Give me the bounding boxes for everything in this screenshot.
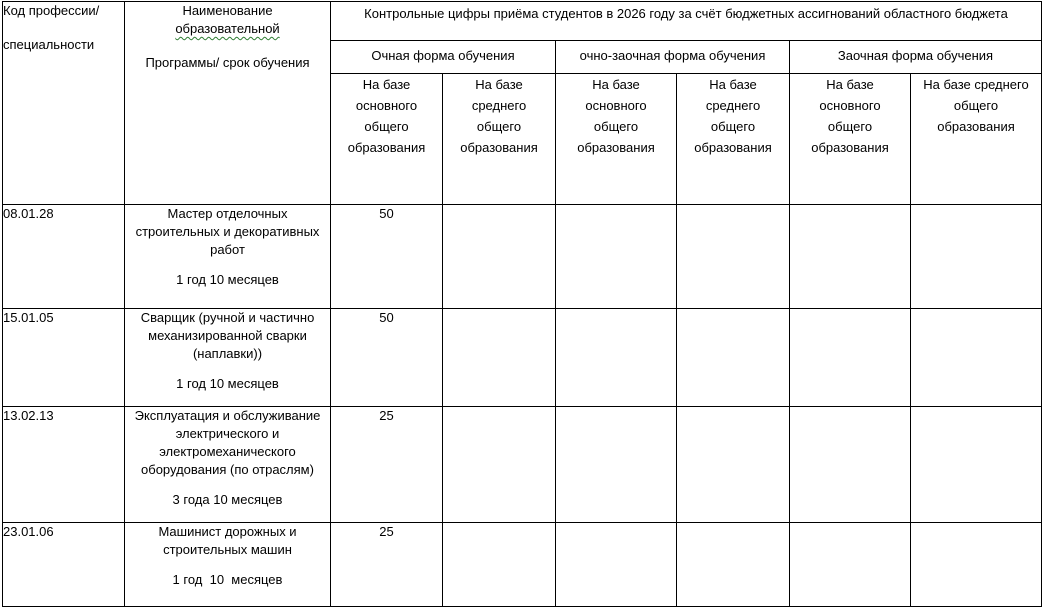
row-extramural-basic <box>790 523 911 607</box>
row-extramural-basic <box>790 407 911 523</box>
row-parttime-secondary <box>677 523 790 607</box>
header-fulltime-basic: На базе основного общего образования <box>331 74 443 205</box>
program-name: Машинист дорожных и строительных машин <box>158 524 297 557</box>
row-fulltime-basic: 50 <box>331 205 443 309</box>
row-parttime-basic <box>556 309 677 407</box>
row-extramural-basic <box>790 205 911 309</box>
row-extramural-secondary <box>911 407 1042 523</box>
row-code: 15.01.05 <box>3 309 125 407</box>
header-name-line1: Наименование <box>182 3 273 18</box>
program-duration: 3 года 10 месяцев <box>172 492 283 507</box>
program-duration: 1 год 10 месяцев <box>176 272 279 287</box>
header-form-parttime: очно-заочная форма обучения <box>556 41 790 74</box>
row-program <box>125 205 331 309</box>
program-name: Сварщик (ручной и частично механизированной сварки (наплавки)) <box>140 310 315 361</box>
row-code: 13.02.13 <box>3 407 125 523</box>
row-extramural-basic <box>790 309 911 407</box>
header-form-fulltime: Очная форма обучения <box>331 41 556 74</box>
row-code: 23.01.06 <box>3 523 125 607</box>
row-parttime-secondary <box>677 407 790 523</box>
row-code: 08.01.28 <box>3 205 125 309</box>
header-extramural-basic: На базе основного общего образования <box>790 74 911 205</box>
row-parttime-basic <box>556 523 677 607</box>
header-code-line2: специальности <box>3 37 95 52</box>
row-fulltime-basic: 50 <box>331 309 443 407</box>
row-fulltime-basic: 25 <box>331 407 443 523</box>
header-code-line1: Код профессии/ <box>3 3 100 18</box>
row-fulltime-secondary <box>443 523 556 607</box>
header-quota-title: Контрольные цифры приёма студентов в 2026 году за счёт бюджетных ассигнований областного бюджета <box>331 2 1042 41</box>
program-duration: 1 год 10 месяцев <box>172 572 283 587</box>
row-extramural-secondary <box>911 523 1042 607</box>
table-row <box>3 309 1042 407</box>
program-name: Мастер отделочных строительных и декоративных работ <box>135 206 320 257</box>
header-code-cell <box>3 2 125 205</box>
row-program <box>125 523 331 607</box>
row-parttime-secondary <box>677 205 790 309</box>
header-name-cell <box>125 2 331 205</box>
row-fulltime-secondary <box>443 309 556 407</box>
header-name-line3: Программы/ срок обучения <box>145 55 310 70</box>
row-fulltime-basic: 25 <box>331 523 443 607</box>
table-row <box>3 523 1042 607</box>
table-row <box>3 407 1042 523</box>
header-extramural-secondary: На базе среднего общего образования <box>911 74 1042 205</box>
row-program <box>125 407 331 523</box>
row-program <box>125 309 331 407</box>
row-extramural-secondary <box>911 309 1042 407</box>
row-fulltime-secondary <box>443 407 556 523</box>
header-form-extramural: Заочная форма обучения <box>790 41 1042 74</box>
program-duration: 1 год 10 месяцев <box>176 376 279 391</box>
header-parttime-secondary: На базе среднего общего образования <box>677 74 790 205</box>
program-name: Эксплуатация и обслуживание электрического и электромеханического оборудования (по отраслям) <box>134 408 321 477</box>
row-parttime-secondary <box>677 309 790 407</box>
row-fulltime-secondary <box>443 205 556 309</box>
header-name-line2: образовательной <box>175 21 280 36</box>
row-parttime-basic <box>556 205 677 309</box>
header-parttime-basic: На базе основного общего образования <box>556 74 677 205</box>
admission-quota-table <box>2 1 1042 607</box>
row-parttime-basic <box>556 407 677 523</box>
row-extramural-secondary <box>911 205 1042 309</box>
table-row <box>3 205 1042 309</box>
header-fulltime-secondary: На базе среднего общего образования <box>443 74 556 205</box>
